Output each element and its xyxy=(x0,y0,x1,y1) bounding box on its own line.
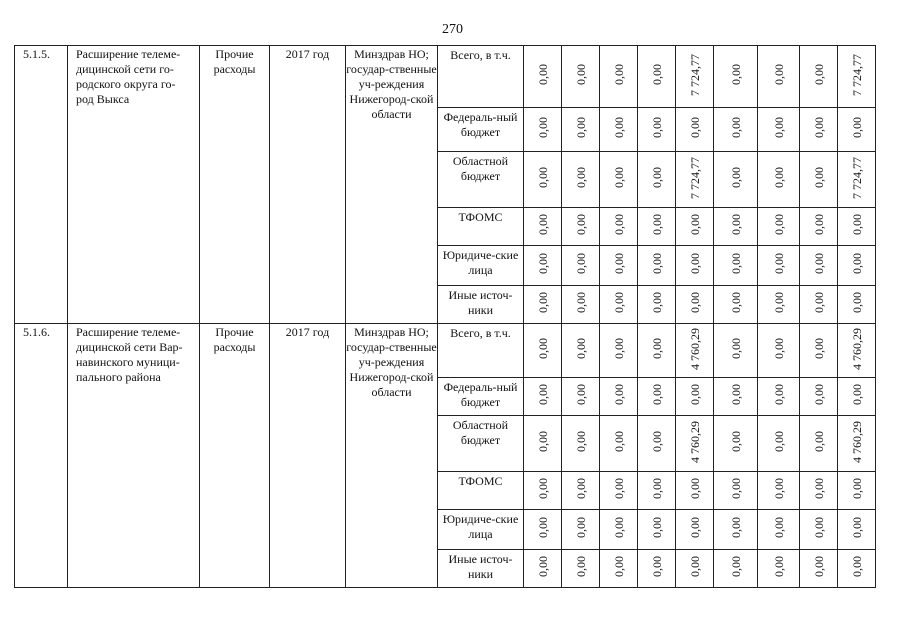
value-text: 7 724,77 xyxy=(849,156,864,199)
value-text: 0,00 xyxy=(728,478,743,499)
value-cell xyxy=(524,472,562,510)
value-text: 0,00 xyxy=(649,167,664,188)
value-text: 0,00 xyxy=(728,431,743,452)
value-cell xyxy=(638,246,676,286)
value-cell xyxy=(524,108,562,152)
value-cell xyxy=(800,46,838,108)
value-cell xyxy=(562,152,600,208)
section-name: Расширение телеме-дицинской сети Вар-навинского муници-пального района xyxy=(68,324,200,588)
value-cell xyxy=(838,510,876,550)
funding-source: ТФОМС xyxy=(438,472,524,510)
value-text: 7 724,77 xyxy=(687,156,702,199)
funding-source: Областной бюджет xyxy=(438,416,524,472)
value-text: 0,00 xyxy=(535,167,550,188)
value-cell xyxy=(758,286,800,324)
value-cell xyxy=(838,208,876,246)
section-year: 2017 год xyxy=(270,46,346,324)
value-cell xyxy=(838,378,876,416)
value-text: 0,00 xyxy=(811,556,826,577)
value-text: 0,00 xyxy=(771,253,786,274)
value-cell xyxy=(638,108,676,152)
value-cell xyxy=(638,208,676,246)
value-text: 0,00 xyxy=(728,556,743,577)
value-cell xyxy=(676,550,714,588)
table-row xyxy=(15,46,876,108)
value-text: 0,00 xyxy=(849,214,864,235)
value-text: 0,00 xyxy=(611,64,626,85)
funding-source: ТФОМС xyxy=(438,208,524,246)
value-cell xyxy=(800,510,838,550)
value-cell xyxy=(562,550,600,588)
value-cell xyxy=(714,108,758,152)
value-cell xyxy=(758,324,800,378)
value-cell xyxy=(676,378,714,416)
value-text: 0,00 xyxy=(535,117,550,138)
value-cell xyxy=(562,108,600,152)
value-text: 0,00 xyxy=(649,556,664,577)
value-cell xyxy=(638,472,676,510)
value-cell xyxy=(600,46,638,108)
value-cell xyxy=(600,246,638,286)
value-cell xyxy=(758,46,800,108)
value-cell xyxy=(562,286,600,324)
value-text: 0,00 xyxy=(728,167,743,188)
value-cell xyxy=(638,416,676,472)
value-cell xyxy=(758,208,800,246)
value-cell xyxy=(800,152,838,208)
section-year: 2017 год xyxy=(270,324,346,588)
value-text: 0,00 xyxy=(687,292,702,313)
value-text: 0,00 xyxy=(649,338,664,359)
value-text: 0,00 xyxy=(728,214,743,235)
value-cell xyxy=(838,152,876,208)
value-cell xyxy=(562,46,600,108)
value-text: 0,00 xyxy=(611,431,626,452)
value-text: 0,00 xyxy=(611,292,626,313)
value-text: 0,00 xyxy=(535,338,550,359)
value-text: 0,00 xyxy=(649,384,664,405)
value-cell xyxy=(838,550,876,588)
value-text: 0,00 xyxy=(771,478,786,499)
value-text: 0,00 xyxy=(573,292,588,313)
value-cell xyxy=(800,378,838,416)
value-cell xyxy=(638,46,676,108)
executor: Минздрав НО; государ-ственные уч-реждения Нижегород-ской области xyxy=(346,46,438,324)
table-row xyxy=(15,324,876,378)
value-cell xyxy=(714,152,758,208)
value-cell xyxy=(600,510,638,550)
value-cell xyxy=(758,246,800,286)
value-text: 0,00 xyxy=(771,556,786,577)
budget-table xyxy=(14,45,876,588)
value-text: 0,00 xyxy=(811,214,826,235)
value-text: 0,00 xyxy=(573,214,588,235)
value-cell xyxy=(714,510,758,550)
value-cell xyxy=(676,324,714,378)
value-cell xyxy=(524,510,562,550)
value-cell xyxy=(758,108,800,152)
value-text: 0,00 xyxy=(728,292,743,313)
value-text: 0,00 xyxy=(728,384,743,405)
value-cell xyxy=(600,472,638,510)
value-cell xyxy=(600,286,638,324)
funding-source: Всего, в т.ч. xyxy=(438,46,524,108)
section-name: Расширение телеме-дицинской сети го-родского округа го-род Выкса xyxy=(68,46,200,324)
value-text: 0,00 xyxy=(573,117,588,138)
value-text: 0,00 xyxy=(811,253,826,274)
value-text: 0,00 xyxy=(811,292,826,313)
value-cell xyxy=(638,152,676,208)
value-cell xyxy=(600,108,638,152)
value-text: 0,00 xyxy=(649,214,664,235)
value-text: 0,00 xyxy=(535,253,550,274)
value-cell xyxy=(714,416,758,472)
value-text: 0,00 xyxy=(849,384,864,405)
value-text: 0,00 xyxy=(535,431,550,452)
value-cell xyxy=(600,208,638,246)
value-text: 0,00 xyxy=(728,253,743,274)
value-text: 0,00 xyxy=(811,64,826,85)
funding-source: Юридиче-ские лица xyxy=(438,246,524,286)
value-text: 0,00 xyxy=(687,214,702,235)
value-cell xyxy=(600,550,638,588)
value-cell xyxy=(600,152,638,208)
value-text: 0,00 xyxy=(649,253,664,274)
value-cell xyxy=(800,108,838,152)
value-text: 0,00 xyxy=(535,64,550,85)
value-cell xyxy=(562,246,600,286)
value-cell xyxy=(800,416,838,472)
value-cell xyxy=(838,286,876,324)
funding-source: Иные источ-ники xyxy=(438,286,524,324)
value-text: 0,00 xyxy=(573,556,588,577)
value-cell xyxy=(800,246,838,286)
value-text: 0,00 xyxy=(771,117,786,138)
value-cell xyxy=(758,378,800,416)
value-text: 0,00 xyxy=(811,517,826,538)
value-cell xyxy=(600,378,638,416)
value-cell xyxy=(638,286,676,324)
value-text: 0,00 xyxy=(771,338,786,359)
value-text: 0,00 xyxy=(611,214,626,235)
value-cell xyxy=(562,378,600,416)
funding-source: Федераль-ный бюджет xyxy=(438,378,524,416)
value-cell xyxy=(838,324,876,378)
value-text: 0,00 xyxy=(728,517,743,538)
value-text: 0,00 xyxy=(535,384,550,405)
value-text: 7 724,77 xyxy=(687,53,702,96)
funding-source: Федераль-ный бюджет xyxy=(438,108,524,152)
value-text: 0,00 xyxy=(649,292,664,313)
value-cell xyxy=(800,472,838,510)
value-text: 0,00 xyxy=(849,253,864,274)
value-text: 0,00 xyxy=(573,478,588,499)
value-cell xyxy=(524,46,562,108)
value-text: 0,00 xyxy=(771,214,786,235)
value-cell xyxy=(638,550,676,588)
value-cell xyxy=(524,246,562,286)
value-text: 0,00 xyxy=(771,167,786,188)
value-text: 0,00 xyxy=(687,117,702,138)
value-text: 0,00 xyxy=(649,517,664,538)
value-text: 0,00 xyxy=(849,556,864,577)
value-text: 0,00 xyxy=(649,117,664,138)
section-code: 5.1.6. xyxy=(15,324,68,588)
value-cell xyxy=(714,550,758,588)
value-text: 0,00 xyxy=(728,338,743,359)
section-code: 5.1.5. xyxy=(15,46,68,324)
value-text: 0,00 xyxy=(811,338,826,359)
executor: Минздрав НО; государ-ственные уч-реждения Нижегород-ской области xyxy=(346,324,438,588)
value-cell xyxy=(758,550,800,588)
value-text: 0,00 xyxy=(687,384,702,405)
page-number: 270 xyxy=(442,22,463,37)
value-cell xyxy=(838,472,876,510)
value-text: 0,00 xyxy=(811,117,826,138)
funding-source: Областной бюджет xyxy=(438,152,524,208)
value-text: 0,00 xyxy=(849,517,864,538)
value-text: 0,00 xyxy=(849,478,864,499)
funding-source: Иные источ-ники xyxy=(438,550,524,588)
value-cell xyxy=(758,472,800,510)
value-cell xyxy=(758,416,800,472)
value-cell xyxy=(800,286,838,324)
value-text: 0,00 xyxy=(611,253,626,274)
value-cell xyxy=(562,472,600,510)
value-cell xyxy=(714,378,758,416)
value-text: 0,00 xyxy=(573,384,588,405)
value-text: 0,00 xyxy=(611,117,626,138)
value-cell xyxy=(638,324,676,378)
value-cell xyxy=(676,286,714,324)
value-cell xyxy=(524,152,562,208)
value-cell xyxy=(800,208,838,246)
value-text: 0,00 xyxy=(849,117,864,138)
value-text: 0,00 xyxy=(849,292,864,313)
value-cell xyxy=(838,108,876,152)
value-cell xyxy=(676,152,714,208)
value-cell xyxy=(838,246,876,286)
value-cell xyxy=(524,208,562,246)
value-cell xyxy=(838,416,876,472)
value-cell xyxy=(524,550,562,588)
value-text: 0,00 xyxy=(535,556,550,577)
value-cell xyxy=(562,208,600,246)
value-text: 0,00 xyxy=(771,64,786,85)
value-cell xyxy=(714,46,758,108)
value-cell xyxy=(524,286,562,324)
value-cell xyxy=(562,324,600,378)
value-text: 0,00 xyxy=(771,292,786,313)
value-text: 0,00 xyxy=(573,167,588,188)
value-text: 0,00 xyxy=(687,478,702,499)
value-cell xyxy=(676,46,714,108)
value-cell xyxy=(562,510,600,550)
value-cell xyxy=(714,324,758,378)
value-text: 0,00 xyxy=(535,478,550,499)
value-cell xyxy=(838,46,876,108)
value-text: 0,00 xyxy=(535,214,550,235)
value-text: 0,00 xyxy=(535,517,550,538)
value-text: 0,00 xyxy=(611,517,626,538)
value-cell xyxy=(638,378,676,416)
value-cell xyxy=(676,208,714,246)
value-cell xyxy=(800,550,838,588)
value-cell xyxy=(714,246,758,286)
expense-type: Прочие расходы xyxy=(200,324,270,588)
value-text: 0,00 xyxy=(611,478,626,499)
value-cell xyxy=(714,472,758,510)
value-cell xyxy=(714,286,758,324)
value-cell xyxy=(676,108,714,152)
value-cell xyxy=(758,152,800,208)
expense-type: Прочие расходы xyxy=(200,46,270,324)
value-cell xyxy=(676,416,714,472)
value-cell xyxy=(800,324,838,378)
value-text: 0,00 xyxy=(771,431,786,452)
value-text: 0,00 xyxy=(771,517,786,538)
value-text: 0,00 xyxy=(811,384,826,405)
value-cell xyxy=(676,472,714,510)
value-cell xyxy=(676,246,714,286)
value-cell xyxy=(562,416,600,472)
value-cell xyxy=(600,324,638,378)
value-cell xyxy=(676,510,714,550)
value-text: 0,00 xyxy=(649,64,664,85)
value-text: 4 760,29 xyxy=(849,420,864,463)
value-text: 4 760,29 xyxy=(687,327,702,370)
value-text: 0,00 xyxy=(611,556,626,577)
value-text: 7 724,77 xyxy=(849,53,864,96)
value-cell xyxy=(524,324,562,378)
value-text: 0,00 xyxy=(535,292,550,313)
value-text: 4 760,29 xyxy=(849,327,864,370)
value-cell xyxy=(714,208,758,246)
value-text: 0,00 xyxy=(687,253,702,274)
value-text: 4 760,29 xyxy=(687,420,702,463)
value-text: 0,00 xyxy=(649,431,664,452)
value-cell xyxy=(638,510,676,550)
value-text: 0,00 xyxy=(611,338,626,359)
value-text: 0,00 xyxy=(687,556,702,577)
value-cell xyxy=(524,378,562,416)
value-text: 0,00 xyxy=(811,431,826,452)
value-cell xyxy=(758,510,800,550)
value-text: 0,00 xyxy=(573,517,588,538)
value-text: 0,00 xyxy=(771,384,786,405)
value-text: 0,00 xyxy=(573,338,588,359)
value-text: 0,00 xyxy=(573,64,588,85)
value-text: 0,00 xyxy=(611,384,626,405)
value-text: 0,00 xyxy=(811,167,826,188)
value-text: 0,00 xyxy=(573,431,588,452)
value-text: 0,00 xyxy=(811,478,826,499)
value-text: 0,00 xyxy=(728,64,743,85)
value-text: 0,00 xyxy=(687,517,702,538)
funding-source: Всего, в т.ч. xyxy=(438,324,524,378)
value-text: 0,00 xyxy=(611,167,626,188)
funding-source: Юридиче-ские лица xyxy=(438,510,524,550)
value-text: 0,00 xyxy=(728,117,743,138)
value-text: 0,00 xyxy=(649,478,664,499)
value-cell xyxy=(524,416,562,472)
value-text: 0,00 xyxy=(573,253,588,274)
value-cell xyxy=(600,416,638,472)
